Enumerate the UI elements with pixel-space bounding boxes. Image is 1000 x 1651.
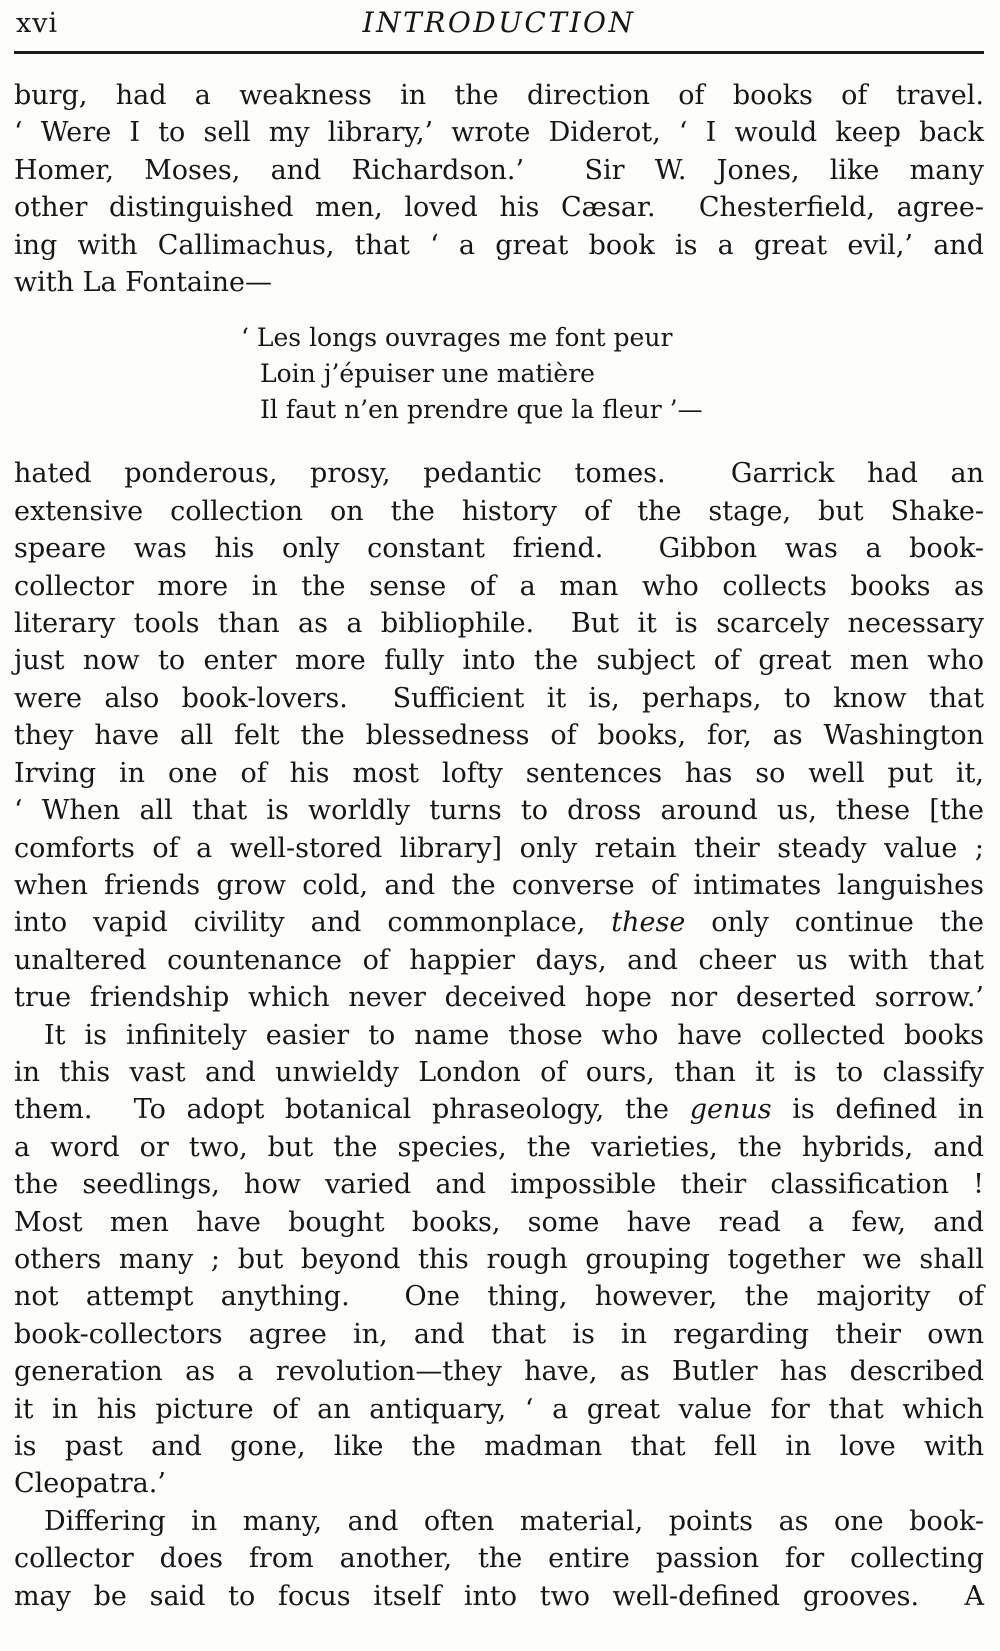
paragraph: [14, 77, 984, 301]
text-line: collector does from another, the entire passion for collecting: [14, 1543, 984, 1575]
text-line: others many ; but beyond this rough grouping together we shall: [14, 1243, 984, 1275]
text-line: Loin j’épuiser une matière: [260, 359, 595, 389]
page-number: xvi: [16, 8, 59, 39]
text-line: true friendship which never deceived hope nor deserted sorrow.’: [14, 982, 984, 1014]
text-line: comforts of a well-stored library] only retain their steady value ;: [14, 832, 984, 864]
running-head: INTRODUCTION: [362, 6, 636, 39]
text-line: unaltered countenance of happier days, and cheer us with that: [14, 944, 984, 976]
text-line: when friends grow cold, and the converse of intimates languishes: [14, 869, 984, 901]
text-line: Cleopatra.’: [14, 1468, 166, 1500]
text-line: literary tools than as a bibliophile. But it is scarcely necessary: [14, 608, 984, 640]
text-line: into vapid civility and commonplace, these only continue the: [14, 907, 985, 939]
text-line: Most men have bought books, some have read a few, and: [14, 1206, 984, 1238]
text-line: ‘ Were I to sell my library,’ wrote Diderot, ‘ I would keep back: [14, 117, 984, 149]
text-line: book-collectors agree in, and that is in regarding their own: [14, 1318, 984, 1350]
text-line: extensive collection on the history of the stage, but Shake-: [14, 495, 984, 527]
text-line: were also book-lovers. Sufficient it is, perhaps, to know that: [14, 682, 984, 714]
text-line: ‘ When all that is worldly turns to dross around us, these [the: [14, 795, 984, 827]
text-line: with La Fontaine—: [14, 267, 273, 299]
text-line: hated ponderous, prosy, pedantic tomes. Garrick had an: [14, 458, 984, 490]
text-line: ‘ Les longs ouvrages me font peur: [241, 323, 673, 353]
text-line: them. To adopt botanical phraseology, the genus is defined in: [14, 1094, 984, 1126]
text-line: the seedlings, how varied and impossible their classification !: [14, 1169, 984, 1201]
verse-quote: [14, 320, 984, 428]
text-line: in this vast and unwieldy London of ours, than it is to classify: [14, 1056, 984, 1088]
text-line: Homer, Moses, and Richardson.’ Sir W. Jones, like many: [14, 154, 984, 186]
text-line: Il faut n’en prendre que la fleur ’—: [260, 395, 703, 425]
text-line: other distinguished men, loved his Cæsar. Chesterfield, agree-: [14, 192, 984, 224]
text-column: [14, 77, 984, 1615]
paragraph: [14, 1503, 984, 1615]
text-line: collector more in the sense of a man who collects books as: [14, 570, 984, 602]
text-line: a word or two, but the species, the varieties, the hybrids, and: [14, 1131, 984, 1163]
text-line: generation as a revolution—they have, as Butler has described: [14, 1356, 984, 1388]
text-line: speare was his only constant friend. Gibbon was a book-: [14, 533, 984, 565]
text-line: is past and gone, like the madman that fell in love with: [14, 1431, 984, 1462]
text-line: Irving in one of his most lofty sentences has so well put it,: [14, 757, 984, 789]
text-line: just now to enter more fully into the subject of great men who: [14, 645, 984, 677]
paragraph: [14, 1017, 984, 1503]
text-line: ing with Callimachus, that ‘ a great book is a great evil,’ and: [14, 229, 984, 261]
text-line: It is infinitely easier to name those who have collected books: [44, 1019, 984, 1051]
text-line: may be said to focus itself into two well-defined grooves. A: [14, 1580, 984, 1612]
text-line: it in his picture of an antiquary, ‘ a great value for that which: [14, 1393, 984, 1425]
header-rule: [14, 51, 984, 54]
text-line: burg, had a weakness in the direction of books of travel.: [14, 80, 984, 111]
text-line: Differing in many, and often material, points as one book-: [44, 1505, 984, 1537]
text-line: they have all felt the blessedness of books, for, as Washington: [14, 720, 984, 752]
text-line: not attempt anything. One thing, however, the majority of: [14, 1281, 984, 1313]
page-header: [14, 6, 984, 44]
paragraph: [14, 455, 984, 1016]
